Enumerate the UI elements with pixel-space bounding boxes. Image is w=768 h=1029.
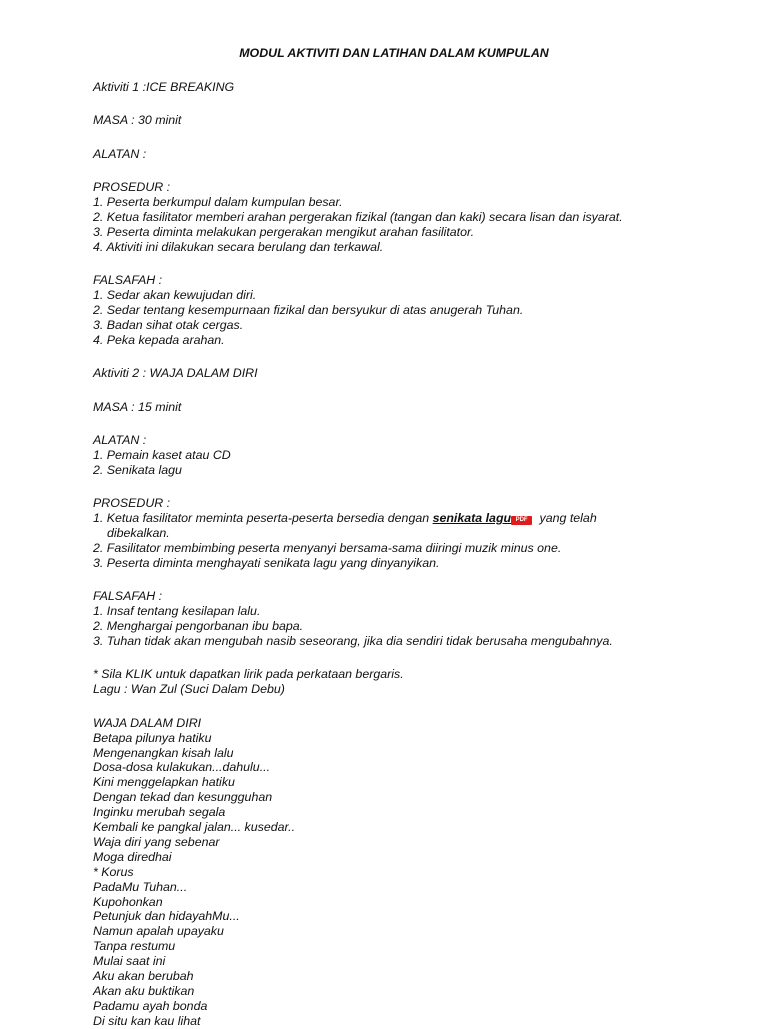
lyric-line: PadaMu Tuhan...: [93, 879, 188, 894]
prosedur-text: 1. Ketua fasilitator meminta peserta-peserta bersedia dengan: [93, 511, 433, 526]
lyric-line: Kini menggelapkan hatiku: [93, 775, 235, 790]
activity1-masa: MASA : 30 minit: [93, 113, 182, 128]
activity2-falsafah-label: FALSAFAH :: [93, 589, 163, 604]
song-lyrics: [93, 731, 728, 1029]
prosedur-text-after: yang telah: [536, 511, 597, 526]
lyric-line: * Korus: [93, 864, 134, 879]
activity1-falsafah-item: 2. Sedar tentang kesempurnaan fizikal dan bersyukur di atas anugerah Tuhan.: [93, 302, 524, 317]
activity1-falsafah-item: 4. Peka kepada arahan.: [93, 332, 225, 347]
activity1-alatan-label: ALATAN :: [93, 146, 147, 161]
lyric-line: Mulai saat ini: [93, 954, 166, 969]
song-credit: Lagu : Wan Zul (Suci Dalam Debu): [93, 682, 285, 697]
activity2-falsafah-item: 3. Tuhan tidak akan mengubah nasib seseorang, jika dia sendiri tidak berusaha mengubahnya.: [93, 633, 613, 648]
lyric-line: Kupohonkan: [93, 894, 163, 909]
lyric-line: Moga diredhai: [93, 849, 172, 864]
lyric-line: Namun apalah upayaku: [93, 924, 224, 939]
activity2-alatan-item: 2. Senikata lagu: [93, 462, 182, 477]
activity2-prosedur-label: PROSEDUR :: [93, 496, 171, 511]
activity1-falsafah-item: 1. Sedar akan kewujudan diri.: [93, 288, 257, 303]
activity2-falsafah-item: 1. Insaf tentang kesilapan lalu.: [93, 604, 261, 619]
activity2-prosedur-item: 3. Peserta diminta menghayati senikata lagu yang dinyanyikan.: [93, 555, 440, 570]
lyric-line: Petunjuk dan hidayahMu...: [93, 909, 240, 924]
activity2-alatan-item: 1. Pemain kaset atau CD: [93, 447, 231, 462]
lyric-line: Akan aku buktikan: [93, 984, 195, 998]
activity2-heading: Aktiviti 2 : WAJA DALAM DIRI: [93, 366, 258, 381]
activity1-prosedur-item: 3. Peserta diminta melakukan pergerakan mengikut arahan fasilitator.: [93, 224, 475, 239]
activity1-prosedur-label: PROSEDUR :: [93, 180, 171, 195]
activity2-masa: MASA : 15 minit: [93, 399, 182, 414]
lyric-line: Dengan tekad dan kesungguhan: [93, 790, 273, 805]
lyric-line: Aku akan berubah: [93, 969, 194, 984]
senikata-lagu-link[interactable]: senikata lagu: [432, 511, 512, 526]
activity2-falsafah-item: 2. Menghargai pengorbanan ibu bapa.: [93, 619, 304, 634]
lyric-line: Waja diri yang sebenar: [93, 834, 220, 849]
lyric-line: Padamu ayah bonda: [93, 998, 208, 1013]
activity2-prosedur-item: 2. Fasilitator membimbing peserta menyanyi bersama-sama diiringi muzik minus one.: [93, 540, 562, 555]
activity1-falsafah-item: 3. Badan sihat otak cergas.: [93, 317, 244, 332]
song-title: WAJA DALAM DIRI: [93, 715, 202, 730]
activity1-falsafah-label: FALSAFAH :: [93, 273, 163, 288]
activity1-prosedur-item: 4. Aktiviti ini dilakukan secara berulang dan terkawal.: [93, 239, 384, 254]
activity1-prosedur-item: 1. Peserta berkumpul dalam kumpulan besar.: [93, 195, 343, 210]
lyric-line: Di situ kan kau lihat: [93, 1013, 201, 1028]
lyric-line: Dosa-dosa kulakukan...dahulu...: [93, 760, 271, 775]
lyric-line: Tanpa restumu: [93, 939, 176, 954]
activity2-prosedur-item-1: [93, 511, 728, 526]
activity1-prosedur-item: 2. Ketua fasilitator memberi arahan pergerakan fizikal (tangan dan kaki) secara lisan dan isyarat.: [93, 209, 623, 224]
document-title: MODUL AKTIVITI DAN LATIHAN DALAM KUMPULAN: [239, 46, 549, 60]
activity1-heading: Aktiviti 1 :ICE BREAKING: [93, 79, 235, 94]
activity2-prosedur-item-1-cont: dibekalkan.: [107, 526, 170, 541]
activity2-alatan-label: ALATAN :: [93, 433, 147, 447]
pdf-icon[interactable]: PDF: [511, 516, 532, 525]
click-note: * Sila KLIK untuk dapatkan lirik pada perkataan bergaris.: [93, 667, 404, 682]
lyric-line: Mengenangkan kisah lalu: [93, 745, 234, 760]
lyric-line: Betapa pilunya hatiku: [93, 730, 212, 745]
lyric-line: Inginku merubah segala: [93, 805, 226, 820]
lyric-line: Kembali ke pangkal jalan... kusedar..: [93, 820, 296, 835]
